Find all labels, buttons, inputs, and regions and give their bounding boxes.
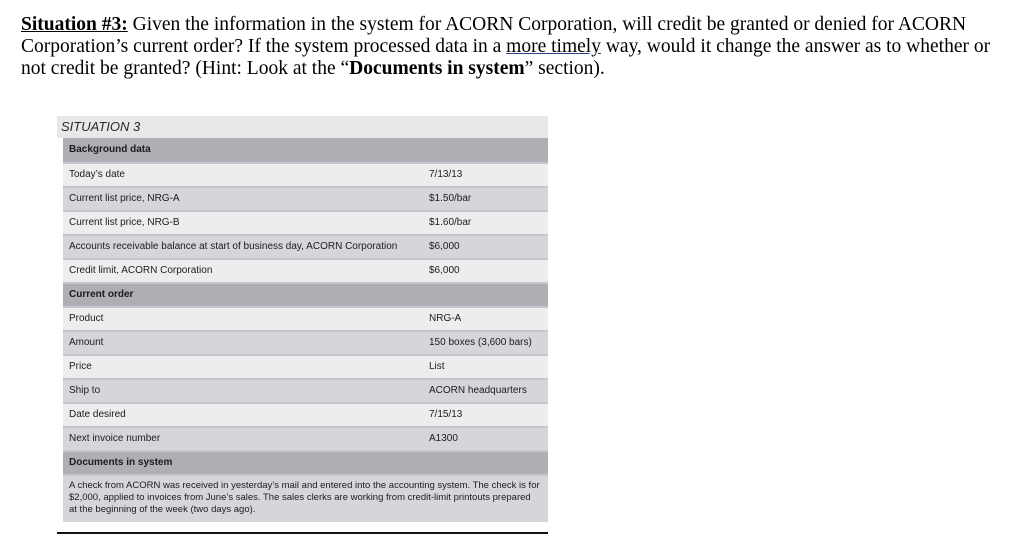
situation-table	[63, 138, 548, 522]
row-label: Credit limit, ACORN Corporation	[69, 265, 213, 276]
row-value: 7/13/13	[429, 169, 463, 180]
figure-title: SITUATION 3	[57, 116, 548, 138]
table-row	[63, 234, 548, 258]
section-background-data	[63, 138, 548, 162]
row-value: $6,000	[429, 241, 460, 252]
table-row	[63, 258, 548, 282]
section-current-order	[63, 282, 548, 306]
table-row	[63, 306, 548, 330]
documents-hint: Documents in system	[349, 58, 525, 79]
bottom-rule	[57, 532, 548, 534]
question-text-2: way, would it change the answer as to whether or not credit be granted? (Hint: Look at the “	[21, 36, 991, 79]
question-text-3: ” section).	[524, 58, 605, 79]
table-row	[63, 186, 548, 210]
table-row	[63, 402, 548, 426]
row-value: $1.60/bar	[429, 217, 472, 228]
row-value: 7/15/13	[429, 409, 463, 420]
row-label: Accounts receivable balance at start of business day, ACORN Corporation	[69, 241, 398, 252]
table-row	[63, 378, 548, 402]
row-label: Current order	[69, 289, 134, 300]
row-label: Product	[69, 313, 104, 324]
row-label: Ship to	[69, 385, 101, 396]
row-label: Current list price, NRG-A	[69, 193, 180, 204]
row-value: $6,000	[429, 265, 460, 276]
row-value: $1.50/bar	[429, 193, 472, 204]
question-paragraph	[21, 14, 1011, 80]
table-row	[63, 210, 548, 234]
section-documents-in-system	[63, 450, 548, 474]
row-label: Date desired	[69, 409, 126, 420]
row-label: Current list price, NRG-B	[69, 217, 180, 228]
row-value: ACORN headquarters	[429, 385, 527, 396]
row-label: Price	[69, 361, 92, 372]
table-row	[63, 162, 548, 186]
row-label: Documents in system	[69, 457, 173, 468]
row-value: List	[429, 361, 445, 372]
row-value: NRG-A	[429, 313, 462, 324]
row-label: Today’s date	[69, 169, 125, 180]
more-timely-text: more timely	[506, 36, 601, 57]
situation-label: Situation #3:	[21, 14, 128, 35]
row-label: Amount	[69, 337, 104, 348]
table-row	[63, 330, 548, 354]
table-row	[63, 354, 548, 378]
row-value: 150 boxes (3,600 bars)	[429, 337, 532, 348]
row-value: A1300	[429, 433, 458, 444]
situation-figure	[57, 116, 548, 522]
row-label: Background data	[69, 144, 151, 155]
documents-text: A check from ACORN was received in yesterday’s mail and entered into the accounting system. The check is for $2,000, applied to invoices from June’s sales. The sales clerks are working from credit-limit printouts prepared at the beginning of the week (two days ago).	[63, 474, 548, 522]
table-row	[63, 426, 548, 450]
row-label: Next invoice number	[69, 433, 161, 444]
question-text-1: Given the information in the system for ACORN Corporation, will credit be granted or denied for ACORN Corporation’s current order? If the system processed data in a	[21, 14, 967, 57]
